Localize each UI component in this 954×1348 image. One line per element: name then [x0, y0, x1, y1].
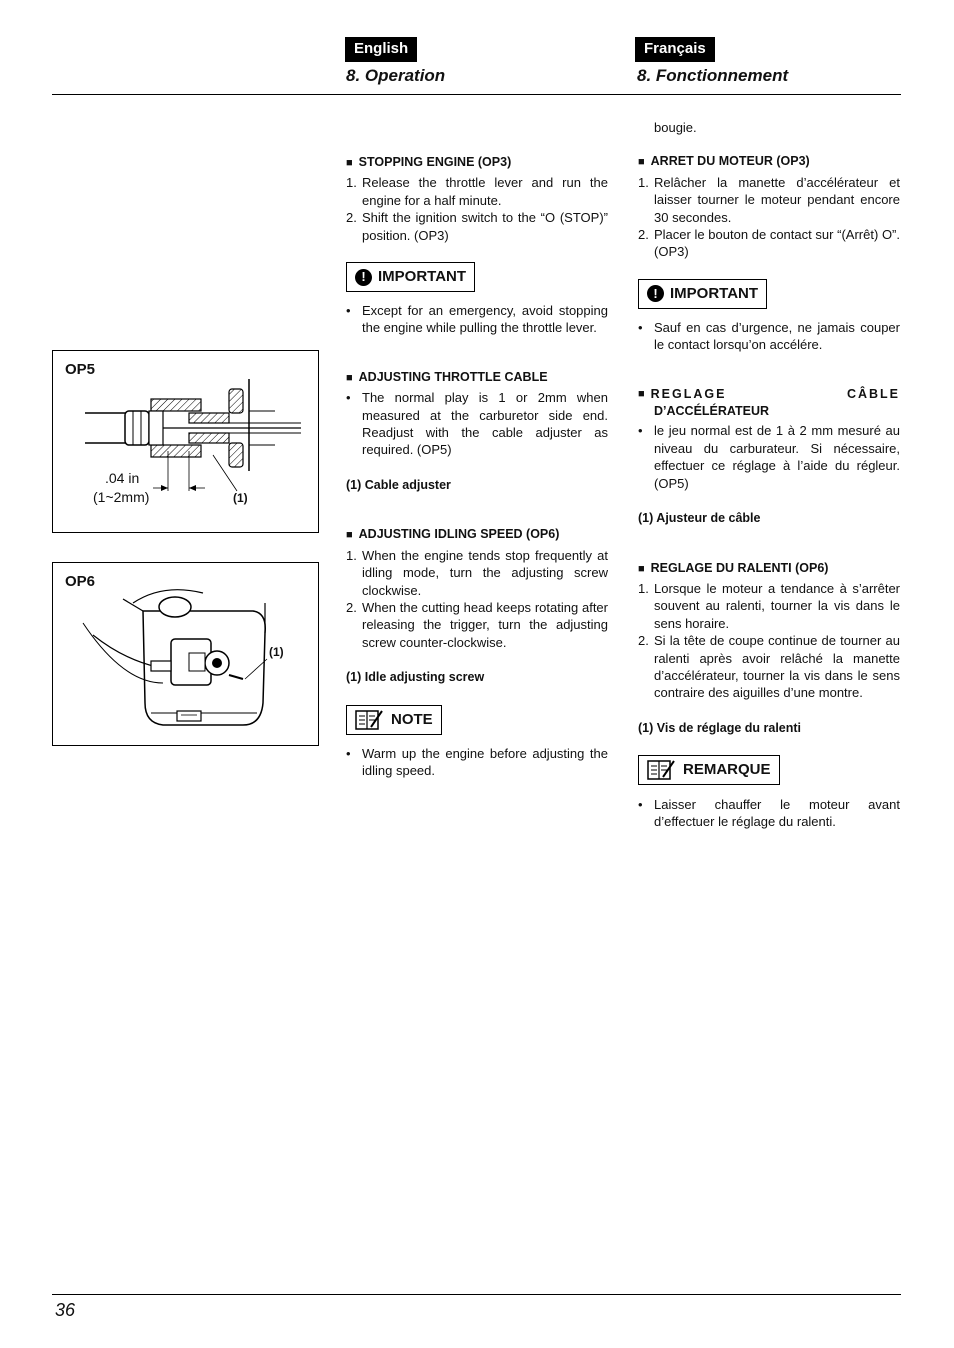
english-idling-heading: ■ ADJUSTING IDLING SPEED (OP6) [346, 527, 560, 542]
english-stopping-step-2: 2. Shift the ignition switch to the “O (STOP)” position. (OP3) [346, 210, 608, 243]
french-important-text: • Sauf en cas d’urgence, ne jamais couper le contact lorsqu’on accélére. [638, 319, 900, 353]
english-idling-step-1: 1. When the engine tends stop frequently at idling mode, turn the adjusting screw clockwise. [346, 547, 608, 598]
exclamation-icon: ! [647, 285, 664, 302]
french-stopping-step-2: 2. Placer le bouton de contact sur “(Arrêt) O”. (OP3) [638, 227, 900, 260]
french-idling-heading: ■ REGLAGE DU RALENTI (OP6) [638, 560, 829, 575]
french-throttle-heading: ■ REGLAGE CÂBLE [638, 386, 900, 401]
french-column [638, 119, 900, 830]
op5-dimension-metric: (1~2mm) [93, 489, 150, 505]
english-section-title: 8. Operation [346, 66, 446, 85]
figure-op6 [52, 562, 319, 746]
footer-rule [52, 1294, 901, 1295]
english-stopping-step-1: 1. Release the throttle lever and run the engine for a half minute. [346, 175, 608, 208]
french-stopping-heading: ■ ARRET DU MOTEUR (OP3) [638, 154, 810, 169]
french-idling-step-1: 1. Lorsque le moteur a tendance à s’arrêter souvent au ralenti, tourner la vis dans le sens horaire. [638, 580, 900, 631]
figure-op6-label: OP6 [65, 573, 96, 590]
note-icon [355, 709, 383, 731]
exclamation-icon: ! [355, 269, 372, 286]
english-note-box: NOTE [346, 705, 442, 735]
page-number: 36 [55, 1300, 76, 1320]
french-stopping-step-1: 1. Relâcher la manette d’accélérateur et laisser tourner le moteur pendant encore 30 secondes. [638, 174, 900, 225]
french-carryover-text: bougie. [654, 120, 697, 135]
english-important-text: • Except for an emergency, avoid stopping the engine while pulling the throttle lever. [346, 303, 608, 336]
french-throttle-caption: (1) Ajusteur de câble [638, 511, 761, 526]
figure-op5-label: OP5 [65, 361, 96, 378]
english-idling-step-2: 2. When the cutting head keeps rotating after releasing the trigger, turn the adjusting screw counter-clockwise. [346, 599, 608, 650]
op6-callout: (1) [269, 645, 284, 659]
english-idling-caption: (1) Idle adjusting screw [346, 670, 485, 685]
french-important-box: ! IMPORTANT [638, 279, 767, 309]
french-throttle-heading-line2: D’ACCÉLÉRATEUR [654, 404, 770, 419]
english-throttle-heading: ■ ADJUSTING THROTTLE CABLE [346, 369, 548, 384]
english-language-tag: English [345, 37, 417, 62]
english-throttle-text: • The normal play is 1 or 2mm when measured at the carburetor side end. Readjust with the cable adjuster as required. (OP5) [346, 390, 608, 458]
french-throttle-text: • le jeu normal est de 1 à 2 mm mesuré au niveau du carburateur. Si nécessaire, effectuer ce réglage à l’aide du régleur. (OP5) [638, 423, 900, 491]
french-language-tag: Français [635, 37, 715, 62]
figure-op5 [52, 350, 319, 533]
english-throttle-caption: (1) Cable adjuster [346, 477, 451, 492]
french-idling-caption: (1) Vis de réglage du ralenti [638, 720, 802, 735]
op5-callout: (1) [233, 491, 248, 505]
english-note-text: • Warm up the engine before adjusting the idling speed. [346, 745, 608, 779]
french-section-title: 8. Fonctionnement [637, 66, 789, 85]
english-stopping-heading: ■ STOPPING ENGINE (OP3) [346, 155, 512, 169]
english-column [346, 154, 608, 780]
french-idling-step-2: 2. Si la tête de coupe continue de tourner au ralenti après avoir relâché la manette d’accélérateur, tourner la vis dans le sens contraire des aiguilles d’une montre. [638, 633, 900, 701]
note-icon [647, 759, 675, 781]
op5-dimension-imperial: .04 in [105, 470, 140, 486]
french-note-box: REMARQUE [638, 755, 780, 785]
header-rule [52, 94, 901, 95]
english-important-box: ! IMPORTANT [346, 262, 475, 292]
french-note-text: • Laisser chauffer le moteur avant d’effectuer le réglage du ralenti. [638, 796, 900, 829]
